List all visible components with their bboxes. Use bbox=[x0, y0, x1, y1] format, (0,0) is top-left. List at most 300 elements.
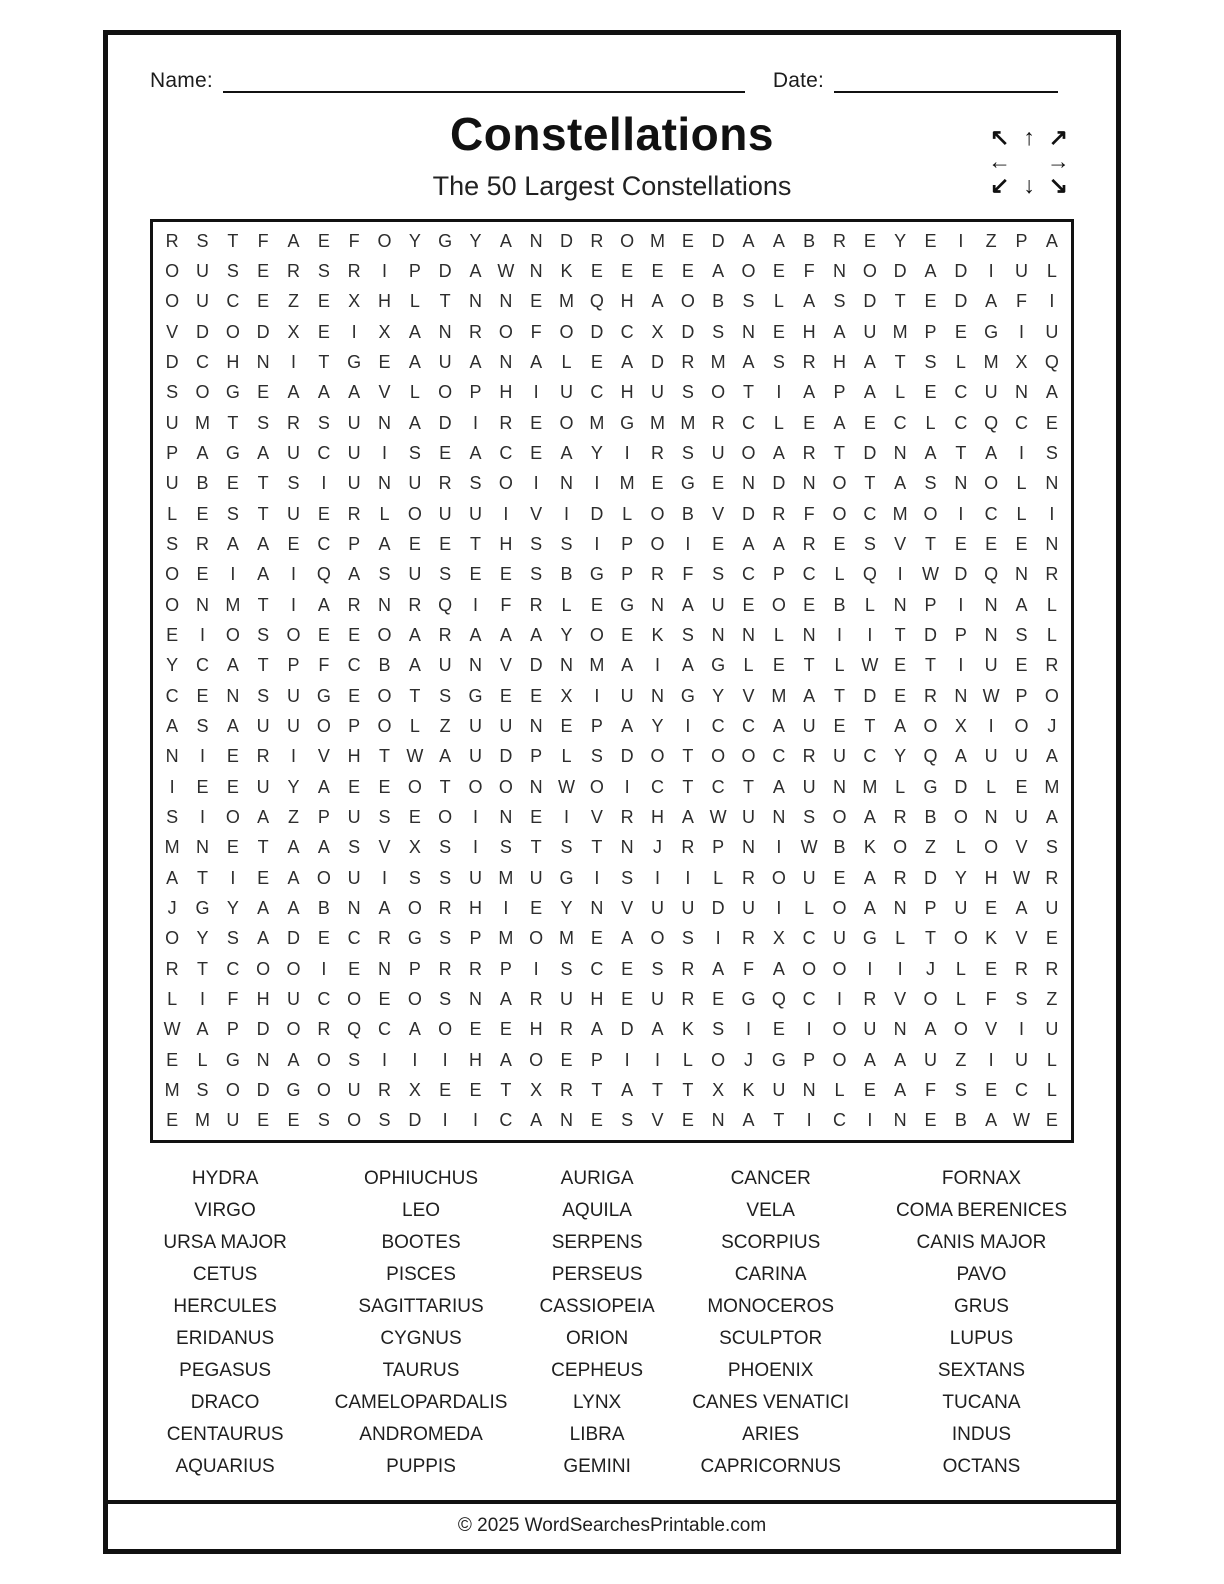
grid-letter: I bbox=[503, 503, 509, 524]
grid-letter: E bbox=[560, 1049, 573, 1070]
grid-letter: B bbox=[924, 806, 937, 827]
grid-letter: G bbox=[225, 1049, 240, 1070]
grid-letter: A bbox=[196, 442, 209, 463]
grid-letter: G bbox=[225, 442, 240, 463]
grid-letter: E bbox=[772, 1019, 785, 1040]
grid-letter: E bbox=[196, 776, 209, 797]
grid-letter: L bbox=[561, 351, 572, 372]
word-list-item: COMA BERENICES bbox=[895, 1200, 1067, 1221]
grid-letter: F bbox=[985, 988, 997, 1009]
grid-letter: E bbox=[863, 1079, 876, 1100]
grid-letter: N bbox=[893, 897, 907, 918]
grid-letter: X bbox=[378, 321, 391, 342]
grid-letter: B bbox=[681, 503, 694, 524]
grid-letter: F bbox=[530, 321, 542, 342]
grid-letter: I bbox=[199, 624, 205, 645]
grid-letter: D bbox=[741, 503, 755, 524]
grid-letter: M bbox=[558, 928, 574, 949]
grid-letter: U bbox=[347, 806, 361, 827]
grid-letter: N bbox=[347, 897, 361, 918]
grid-letter: U bbox=[863, 1019, 877, 1040]
grid-letter: T bbox=[257, 473, 269, 494]
grid-letter: R bbox=[923, 685, 937, 706]
grid-letter: U bbox=[1045, 897, 1059, 918]
grid-letter: O bbox=[650, 533, 665, 554]
grid-letter: N bbox=[438, 321, 452, 342]
grid-letter: E bbox=[863, 412, 876, 433]
grid-letter: U bbox=[832, 746, 846, 767]
word-list-item: ORION bbox=[565, 1328, 629, 1349]
grid-letter: A bbox=[499, 988, 512, 1009]
grid-letter: E bbox=[681, 260, 694, 281]
grid-letter: E bbox=[1015, 655, 1028, 676]
grid-letter: E bbox=[439, 1079, 452, 1100]
grid-letter: G bbox=[771, 1049, 786, 1070]
word-list-column bbox=[334, 1163, 508, 1483]
grid-letter: U bbox=[195, 291, 209, 312]
grid-letter: A bbox=[621, 351, 634, 372]
grid-letter: A bbox=[863, 897, 876, 918]
word-list-item: DRACO bbox=[190, 1392, 260, 1413]
grid-letter: P bbox=[408, 260, 421, 281]
grid-letter: E bbox=[651, 473, 664, 494]
grid-letter: M bbox=[589, 655, 605, 676]
grid-letter: P bbox=[1015, 685, 1028, 706]
grid-letter: C bbox=[317, 442, 331, 463]
grid-letter: O bbox=[589, 624, 604, 645]
grid-letter: E bbox=[924, 382, 937, 403]
grid-letter: L bbox=[622, 503, 633, 524]
word-list-item: CANIS MAJOR bbox=[916, 1232, 1047, 1253]
grid-letter: E bbox=[530, 897, 543, 918]
grid-letter: I bbox=[776, 382, 782, 403]
grid-letter: A bbox=[166, 715, 179, 736]
grid-letter: L bbox=[986, 776, 997, 797]
grid-letter: S bbox=[712, 564, 725, 585]
grid-letter: E bbox=[1045, 412, 1058, 433]
grid-letter: O bbox=[347, 988, 362, 1009]
grid-letter: T bbox=[227, 412, 239, 433]
grid-letter: U bbox=[347, 473, 361, 494]
grid-letter: L bbox=[561, 594, 572, 615]
grid-letter: R bbox=[468, 958, 482, 979]
grid-letter: I bbox=[533, 382, 539, 403]
grid-letter: E bbox=[317, 321, 330, 342]
grid-letter: F bbox=[924, 1079, 936, 1100]
grid-letter: N bbox=[984, 594, 998, 615]
worksheet-page bbox=[103, 30, 1121, 1554]
grid-letter: R bbox=[802, 442, 816, 463]
grid-letter: F bbox=[500, 594, 512, 615]
grid-letter: A bbox=[742, 1110, 755, 1131]
grid-letter: S bbox=[651, 958, 664, 979]
grid-letter: L bbox=[1016, 503, 1027, 524]
grid-letter: V bbox=[378, 382, 391, 403]
grid-letter: L bbox=[561, 746, 572, 767]
grid-letter: I bbox=[472, 837, 478, 858]
grid-letter: I bbox=[290, 746, 296, 767]
grid-letter: D bbox=[256, 1079, 270, 1100]
grid-letter: A bbox=[439, 746, 452, 767]
date-input-line[interactable] bbox=[834, 67, 1058, 93]
grid-letter: O bbox=[498, 321, 513, 342]
grid-letter: E bbox=[833, 715, 846, 736]
grid-letter: S bbox=[226, 503, 239, 524]
grid-letter: T bbox=[864, 715, 876, 736]
name-input-line[interactable] bbox=[223, 67, 745, 93]
grid-letter: P bbox=[469, 382, 482, 403]
grid-letter: S bbox=[469, 473, 482, 494]
grid-letter: W bbox=[861, 655, 879, 676]
word-list-item: SAGITTARIUS bbox=[358, 1296, 484, 1317]
grid-letter: N bbox=[256, 351, 270, 372]
grid-letter: R bbox=[529, 594, 543, 615]
grid-letter: R bbox=[438, 473, 452, 494]
grid-letter: E bbox=[166, 1110, 179, 1131]
grid-letter: L bbox=[167, 988, 178, 1009]
grid-letter: A bbox=[621, 928, 634, 949]
grid-letter: A bbox=[530, 624, 543, 645]
grid-letter: H bbox=[256, 988, 270, 1009]
grid-letter: E bbox=[257, 1110, 270, 1131]
grid-letter: I bbox=[806, 1019, 812, 1040]
grid-letter: N bbox=[893, 594, 907, 615]
grid-letter: A bbox=[651, 291, 664, 312]
grid-letter: N bbox=[893, 1110, 907, 1131]
word-list-item: LEO bbox=[402, 1200, 441, 1221]
grid-letter: R bbox=[499, 412, 513, 433]
grid-letter: T bbox=[469, 533, 481, 554]
grid-letter: E bbox=[590, 351, 603, 372]
grid-letter: A bbox=[681, 806, 694, 827]
grid-letter: I bbox=[412, 1049, 418, 1070]
grid-letter: I bbox=[654, 867, 660, 888]
grid-letter: Y bbox=[590, 442, 603, 463]
grid-letter: W bbox=[557, 776, 575, 797]
grid-letter: V bbox=[1015, 837, 1028, 858]
grid-letter: U bbox=[650, 988, 664, 1009]
grid-letter: N bbox=[499, 291, 513, 312]
grid-letter: N bbox=[468, 291, 482, 312]
grid-letter: O bbox=[559, 412, 574, 433]
grid-letter: G bbox=[195, 897, 210, 918]
grid-letter: A bbox=[712, 260, 725, 281]
grid-letter: N bbox=[195, 837, 209, 858]
grid-letter: S bbox=[681, 624, 694, 645]
grid-letter: N bbox=[741, 473, 755, 494]
grid-letter: O bbox=[741, 442, 756, 463]
grid-letter: S bbox=[348, 1049, 361, 1070]
grid-letter: C bbox=[802, 564, 816, 585]
grid-letter: S bbox=[196, 1079, 209, 1100]
grid-letter: N bbox=[711, 1110, 725, 1131]
grid-letter: S bbox=[560, 533, 573, 554]
word-search-grid bbox=[150, 219, 1074, 1143]
grid-letter: A bbox=[863, 1049, 876, 1070]
grid-letter: G bbox=[347, 351, 362, 372]
grid-letter: T bbox=[500, 1079, 512, 1100]
word-list-item: GEMINI bbox=[563, 1456, 631, 1477]
grid-letter: D bbox=[438, 412, 452, 433]
grid-letter: N bbox=[529, 230, 543, 251]
grid-letter: M bbox=[649, 412, 665, 433]
grid-letter: E bbox=[924, 291, 937, 312]
grid-letter: A bbox=[742, 351, 755, 372]
grid-letter: O bbox=[832, 1049, 847, 1070]
grid-letter: P bbox=[621, 533, 634, 554]
grid-letter: A bbox=[499, 624, 512, 645]
grid-letter: S bbox=[257, 685, 270, 706]
grid-letter: U bbox=[286, 442, 300, 463]
grid-letter: L bbox=[713, 867, 724, 888]
grid-letter: R bbox=[832, 230, 846, 251]
grid-letter: M bbox=[771, 685, 787, 706]
grid-letter: R bbox=[165, 958, 179, 979]
grid-letter: G bbox=[923, 776, 938, 797]
grid-letter: A bbox=[621, 715, 634, 736]
grid-letter: H bbox=[802, 321, 816, 342]
grid-letter: U bbox=[438, 655, 452, 676]
grid-letter: O bbox=[498, 473, 513, 494]
grid-letter: H bbox=[468, 1049, 482, 1070]
grid-letter: S bbox=[924, 473, 937, 494]
grid-letter: T bbox=[955, 442, 967, 463]
grid-letter: I bbox=[1018, 442, 1024, 463]
grid-letter: P bbox=[1015, 230, 1028, 251]
grid-letter: F bbox=[1015, 291, 1027, 312]
grid-letter: R bbox=[377, 1079, 391, 1100]
word-list-item: PAVO bbox=[956, 1264, 1007, 1285]
grid-letter: I bbox=[897, 564, 903, 585]
grid-letter: S bbox=[712, 1019, 725, 1040]
grid-letter: V bbox=[742, 685, 755, 706]
word-list-item: CARINA bbox=[734, 1264, 807, 1285]
grid-letter: E bbox=[317, 291, 330, 312]
grid-letter: U bbox=[711, 594, 725, 615]
grid-letter: T bbox=[409, 685, 421, 706]
grid-letter: C bbox=[499, 1110, 513, 1131]
grid-letter: A bbox=[378, 897, 391, 918]
grid-letter: C bbox=[590, 382, 604, 403]
grid-letter: M bbox=[589, 412, 605, 433]
grid-letter: V bbox=[530, 503, 543, 524]
grid-letter: V bbox=[590, 806, 603, 827]
grid-letter: T bbox=[742, 382, 754, 403]
page-subtitle: The 50 Largest Constellations bbox=[432, 171, 792, 201]
grid-letter: A bbox=[985, 442, 998, 463]
grid-letter: E bbox=[287, 533, 300, 554]
word-list-item: VIRGO bbox=[194, 1200, 256, 1221]
grid-letter: O bbox=[559, 321, 574, 342]
grid-letter: N bbox=[377, 594, 391, 615]
grid-letter: I bbox=[321, 958, 327, 979]
grid-letter: R bbox=[286, 260, 300, 281]
grid-letter: C bbox=[347, 928, 361, 949]
grid-letter: N bbox=[1014, 382, 1028, 403]
grid-letter: E bbox=[530, 685, 543, 706]
omnidirectional-arrows-icon bbox=[985, 125, 1073, 197]
grid-letter: S bbox=[257, 624, 270, 645]
grid-letter: M bbox=[1044, 776, 1060, 797]
grid-letter: R bbox=[438, 897, 452, 918]
grid-letter: I bbox=[472, 594, 478, 615]
grid-letter: O bbox=[316, 715, 331, 736]
grid-letter: A bbox=[712, 958, 725, 979]
grid-letter: U bbox=[650, 897, 664, 918]
grid-letter: V bbox=[166, 321, 179, 342]
grid-letter: Q bbox=[316, 564, 331, 585]
grid-letter: O bbox=[225, 321, 240, 342]
grid-letter: V bbox=[651, 1110, 664, 1131]
grid-letter: A bbox=[833, 412, 846, 433]
grid-letter: L bbox=[1016, 473, 1027, 494]
grid-letter: T bbox=[833, 442, 845, 463]
grid-letter: M bbox=[892, 503, 908, 524]
grid-letter: C bbox=[226, 291, 240, 312]
grid-letter: I bbox=[381, 867, 387, 888]
grid-letter: G bbox=[741, 988, 756, 1009]
grid-letter: U bbox=[529, 867, 543, 888]
grid-letter: I bbox=[381, 442, 387, 463]
grid-letter: A bbox=[287, 897, 300, 918]
grid-letter: L bbox=[955, 351, 966, 372]
grid-letter: U bbox=[286, 715, 300, 736]
grid-letter: O bbox=[165, 260, 180, 281]
grid-letter: N bbox=[650, 685, 664, 706]
grid-letter: O bbox=[923, 715, 938, 736]
name-date-row bbox=[150, 67, 1074, 93]
grid-letter: V bbox=[378, 837, 391, 858]
grid-letter: E bbox=[621, 988, 634, 1009]
grid-letter: I bbox=[472, 412, 478, 433]
grid-letter: E bbox=[348, 685, 361, 706]
grid-letter: S bbox=[863, 533, 876, 554]
grid-letter: T bbox=[682, 1079, 694, 1100]
word-list-item: AQUARIUS bbox=[175, 1456, 275, 1477]
grid-letter: L bbox=[197, 1049, 208, 1070]
grid-letter: A bbox=[287, 382, 300, 403]
grid-letter: G bbox=[711, 655, 726, 676]
grid-letter: R bbox=[195, 533, 209, 554]
grid-letter: D bbox=[863, 291, 877, 312]
grid-letter: J bbox=[743, 1049, 753, 1070]
grid-letter: U bbox=[408, 473, 422, 494]
grid-letter: L bbox=[804, 897, 815, 918]
grid-letter: V bbox=[985, 1019, 998, 1040]
grid-letter: U bbox=[1014, 1049, 1028, 1070]
grid-letter: I bbox=[836, 988, 842, 1009]
grid-letter: P bbox=[924, 897, 937, 918]
grid-letter: Y bbox=[560, 897, 573, 918]
grid-letter: X bbox=[712, 1079, 725, 1100]
word-list-item: LYNX bbox=[572, 1392, 622, 1413]
grid-letter: C bbox=[711, 776, 725, 797]
grid-letter: I bbox=[958, 594, 964, 615]
grid-letter: E bbox=[166, 624, 179, 645]
grid-letter: U bbox=[347, 1079, 361, 1100]
grid-letter: M bbox=[164, 837, 180, 858]
grid-letter: P bbox=[348, 715, 361, 736]
grid-letter: I bbox=[958, 230, 964, 251]
grid-letter: Y bbox=[166, 655, 179, 676]
grid-letter: N bbox=[893, 1019, 907, 1040]
grid-letter: L bbox=[409, 382, 420, 403]
grid-letter: U bbox=[802, 867, 816, 888]
grid-letter: G bbox=[680, 473, 695, 494]
grid-letter: J bbox=[652, 837, 662, 858]
grid-letter: M bbox=[680, 412, 696, 433]
grid-letter: A bbox=[408, 412, 421, 433]
grid-letter: Z bbox=[287, 291, 299, 312]
grid-letter: T bbox=[591, 837, 603, 858]
grid-letter: I bbox=[654, 655, 660, 676]
grid-letter: A bbox=[348, 564, 361, 585]
grid-letter: P bbox=[317, 806, 330, 827]
grid-letter: L bbox=[409, 715, 420, 736]
grid-letter: I bbox=[381, 260, 387, 281]
grid-letter: U bbox=[408, 564, 422, 585]
grid-letter: H bbox=[984, 867, 998, 888]
grid-letter: R bbox=[256, 746, 270, 767]
grid-letter: R bbox=[438, 624, 452, 645]
grid-letter: E bbox=[681, 230, 694, 251]
grid-letter: Y bbox=[651, 715, 664, 736]
grid-letter: T bbox=[924, 655, 936, 676]
grid-letter: S bbox=[742, 291, 755, 312]
grid-letter: S bbox=[681, 928, 694, 949]
grid-letter: I bbox=[1018, 321, 1024, 342]
grid-letter: U bbox=[165, 473, 179, 494]
grid-letter: R bbox=[741, 867, 755, 888]
grid-letter: E bbox=[1015, 533, 1028, 554]
grid-letter: R bbox=[1045, 655, 1059, 676]
grid-letter: E bbox=[439, 533, 452, 554]
grid-letter: J bbox=[925, 958, 935, 979]
grid-letter: P bbox=[772, 564, 785, 585]
grid-letter: S bbox=[196, 230, 209, 251]
grid-letter: E bbox=[287, 1110, 300, 1131]
grid-letter: N bbox=[802, 473, 816, 494]
grid-letter: M bbox=[164, 1079, 180, 1100]
grid-letter: R bbox=[347, 260, 361, 281]
grid-letter: D bbox=[863, 685, 877, 706]
word-list-item: ANDROMEDA bbox=[359, 1424, 483, 1445]
grid-letter: A bbox=[863, 351, 876, 372]
grid-letter: E bbox=[742, 594, 755, 615]
grid-letter: W bbox=[406, 746, 424, 767]
grid-letter: I bbox=[199, 806, 205, 827]
grid-letter: I bbox=[1018, 1019, 1024, 1040]
grid-letter: A bbox=[590, 1019, 603, 1040]
grid-letter: O bbox=[862, 260, 877, 281]
grid-letter: Y bbox=[196, 928, 209, 949]
grid-letter: A bbox=[772, 533, 785, 554]
grid-letter: O bbox=[1044, 685, 1059, 706]
grid-letter: A bbox=[408, 351, 421, 372]
grid-letter: O bbox=[498, 776, 513, 797]
grid-letter: D bbox=[620, 746, 634, 767]
grid-letter: S bbox=[560, 837, 573, 858]
grid-letter: D bbox=[195, 321, 209, 342]
grid-letter: U bbox=[1014, 746, 1028, 767]
grid-letter: L bbox=[895, 776, 906, 797]
grid-letter: G bbox=[862, 928, 877, 949]
grid-letter: T bbox=[591, 1079, 603, 1100]
grid-letter: P bbox=[621, 564, 634, 585]
grid-letter: M bbox=[194, 1110, 210, 1131]
grid-letter: O bbox=[1014, 715, 1029, 736]
grid-letter: Y bbox=[894, 746, 907, 767]
